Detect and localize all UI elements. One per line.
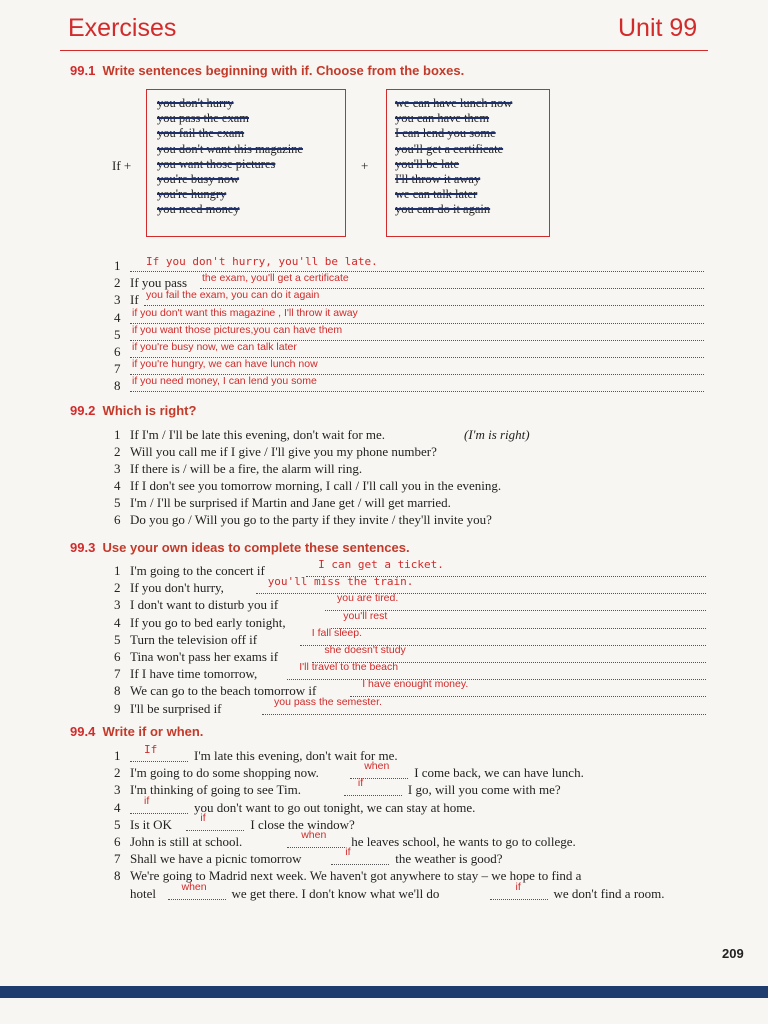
- item-number: 8: [114, 378, 121, 394]
- sentence-part: hotel: [130, 885, 156, 901]
- sentence-part: I'm late this evening, don't wait for me.: [194, 748, 398, 763]
- choice-sentence: Will you call me if I give / I'll give you my phone number?: [130, 444, 437, 459]
- item-number: 4: [114, 478, 121, 493]
- item-number: 8: [114, 868, 121, 884]
- handwritten-answer: you are tired.: [337, 592, 399, 605]
- item-number: 2: [114, 444, 121, 459]
- box-phrase: you're hungry: [157, 187, 227, 202]
- item-number: 4: [114, 614, 121, 630]
- sentence-part: Is it OK: [130, 816, 172, 832]
- left-choice-box: [146, 89, 346, 237]
- handwritten-answer: you'll rest: [343, 609, 388, 622]
- item-number: 3: [114, 461, 121, 476]
- sentence-part: I close the window?: [250, 816, 355, 832]
- handwritten-answer: if: [144, 794, 150, 807]
- handwritten-answer: if you need money, I can lend you some: [132, 375, 317, 388]
- item-number: 8: [114, 683, 121, 699]
- handwritten-answer: I fall sleep.: [311, 626, 362, 639]
- sentence-part: I'm thinking of going to see Tim.: [130, 782, 301, 798]
- item-number: 7: [114, 361, 121, 377]
- sentence-start: I don't want to disturb you if: [130, 597, 279, 613]
- answer-line: [256, 593, 706, 594]
- item-number: 3: [114, 292, 121, 308]
- choice-sentence: If I'm / I'll be late this evening, don't wait for me.: [130, 427, 386, 442]
- handwritten-answer: If you don't hurry, you'll be late.: [146, 255, 378, 268]
- box-phrase: you'll be late: [395, 156, 460, 171]
- item-number: 1: [114, 427, 121, 442]
- item-number: 3: [114, 597, 121, 613]
- answer-line: [130, 761, 188, 762]
- item-number: 1: [114, 258, 121, 273]
- box-phrase: you want those pictures: [157, 156, 276, 171]
- handwritten-answer: I'll travel to the beach: [299, 661, 399, 674]
- sentence-part: I go, will you come with me?: [407, 782, 561, 798]
- box-phrase: you don't hurry: [157, 96, 234, 110]
- sentence-part: the weather is good?: [395, 851, 503, 867]
- item-number: 6: [114, 344, 121, 359]
- box-phrase: you don't want this magazine: [157, 141, 303, 156]
- item-prompt: If you pass: [130, 275, 188, 291]
- choice-sentence: If there is / will be a fire, the alarm will ring.: [130, 461, 363, 476]
- handwritten-answer: if you don't want this magazine , I'll throw it away: [132, 306, 358, 319]
- exercise-99-1-heading: 99.1 Write sentences beginning with if. Choose from the boxes.: [70, 63, 465, 78]
- sentence-start: I'll be surprised if: [130, 700, 222, 716]
- sentence-part: I come back, we can have lunch.: [414, 765, 584, 781]
- handwritten-answer: you pass the semester.: [274, 695, 382, 708]
- answer-line: [344, 795, 402, 796]
- handwritten-answer: if you're hungry, we can have lunch now: [132, 358, 318, 371]
- sentence-part: we don't find a room.: [553, 885, 665, 901]
- choice-sentence: Do you go / Will you go to the party if they invite / they'll invite you?: [130, 512, 492, 527]
- handwritten-answer: if: [515, 880, 521, 893]
- sentence-part: John is still at school.: [130, 834, 243, 849]
- answer-line: [130, 813, 188, 814]
- item-number: 2: [114, 275, 121, 291]
- item-number: 7: [114, 666, 121, 682]
- handwritten-answer: she doesn't study: [324, 644, 406, 656]
- answer-line: [262, 714, 706, 715]
- plus-label: +: [361, 158, 369, 173]
- item-number: 5: [114, 326, 121, 342]
- sentence-start: If you go to bed early tonight,: [130, 614, 286, 630]
- exercise-99-2-heading: 99.2 Which is right?: [70, 403, 197, 418]
- sentence-start: I'm going to the concert if: [130, 563, 265, 578]
- item-number: 3: [114, 782, 121, 798]
- handwritten-answer: when: [301, 829, 327, 841]
- item-number: 7: [114, 851, 121, 867]
- page-number: 209: [722, 946, 744, 961]
- exercise-99-3-heading: 99.3 Use your own ideas to complete these sentences.: [70, 540, 410, 555]
- handwritten-answer: the exam, you'll get a certificate: [202, 272, 349, 285]
- item-number: 2: [114, 765, 121, 781]
- if-plus-label: If +: [112, 158, 132, 173]
- bottom-bar: [0, 986, 768, 998]
- handwritten-answer: when: [364, 760, 390, 773]
- example-note: (I'm is right): [464, 427, 530, 442]
- box-phrase: you pass the exam: [157, 111, 249, 126]
- box-phrase: you need money: [157, 202, 240, 217]
- box-phrase: you can have them: [395, 111, 490, 126]
- handwritten-answer: if you're busy now, we can talk later: [132, 341, 297, 353]
- choice-sentence: If I don't see you tomorrow morning, I call / I'll call you in the evening.: [130, 478, 502, 493]
- item-number: 6: [114, 512, 121, 527]
- box-phrase: I'll throw it away: [395, 172, 481, 187]
- answer-line: [490, 899, 548, 900]
- item-number: 9: [114, 700, 121, 716]
- unit-label: Unit 99: [618, 14, 698, 42]
- item-number: 5: [114, 495, 121, 510]
- handwritten-answer: if: [200, 811, 206, 824]
- exercise-99-4-heading: 99.4 Write if or when.: [70, 724, 204, 739]
- box-phrase: you'll get a certificate: [395, 141, 504, 156]
- page-title: Exercises: [68, 14, 177, 42]
- right-choice-box: [386, 89, 550, 237]
- sentence-start: If I have time tomorrow,: [130, 666, 258, 682]
- handwritten-answer: when: [181, 880, 207, 893]
- handwritten-answer: I can get a ticket.: [318, 558, 444, 571]
- box-phrase: you're busy now: [157, 172, 240, 187]
- answer-line: [130, 391, 704, 392]
- item-number: 1: [114, 563, 121, 578]
- handwritten-answer: if: [345, 846, 351, 859]
- item-number: 6: [114, 649, 121, 664]
- answer-line: [287, 679, 706, 680]
- handwritten-answer: you'll miss the train.: [267, 575, 414, 589]
- sentence-part: he leaves school, he wants to go to college.: [351, 834, 576, 849]
- sentence-part: We're going to Madrid next week. We haven't got anywhere to stay – we hope to find a: [130, 868, 582, 884]
- item-number: 4: [114, 309, 121, 325]
- sentence-part: I'm going to do some shopping now.: [130, 765, 319, 781]
- item-number: 5: [114, 816, 121, 832]
- sentence-start: If you don't hurry,: [130, 580, 224, 596]
- item-number: 6: [114, 834, 121, 849]
- item-number: 1: [114, 748, 121, 763]
- box-phrase: we can talk later: [395, 187, 478, 202]
- handwritten-answer: if you want those pictures,you can have them: [132, 323, 343, 336]
- handwritten-answer: you fail the exam, you can do it again: [146, 289, 320, 302]
- item-number: 2: [114, 580, 121, 596]
- handwritten-answer: I have enought money.: [362, 678, 469, 691]
- item-number: 5: [114, 631, 121, 647]
- handwritten-answer: If: [144, 743, 158, 756]
- choice-sentence: I'm / I'll be surprised if Martin and Jane get / will get married.: [130, 495, 451, 510]
- box-phrase: you can do it again: [395, 202, 491, 217]
- box-phrase: we can have lunch now: [395, 96, 513, 110]
- answer-line: [168, 899, 226, 900]
- sentence-part: you don't want to go out tonight, we can stay at home.: [194, 799, 476, 815]
- answer-line: [331, 628, 706, 629]
- box-phrase: you fail the exam: [157, 126, 245, 141]
- answer-line: [350, 696, 706, 697]
- handwritten-answer: if: [357, 777, 364, 790]
- item-prompt: If: [130, 292, 139, 308]
- answer-line: [287, 847, 345, 848]
- sentence-start: Tina won't pass her exams if: [130, 649, 279, 664]
- sentence-start: Turn the television off if: [130, 631, 258, 647]
- header-rule: [60, 50, 708, 51]
- answer-line: [186, 830, 244, 831]
- sentence-part: we get there. I don't know what we'll do: [231, 885, 440, 901]
- answer-line: [331, 864, 389, 865]
- item-number: 4: [114, 799, 121, 815]
- sentence-start: We can go to the beach tomorrow if: [130, 683, 317, 699]
- sentence-part: Shall we have a picnic tomorrow: [130, 851, 302, 867]
- box-phrase: I can lend you some: [395, 126, 496, 141]
